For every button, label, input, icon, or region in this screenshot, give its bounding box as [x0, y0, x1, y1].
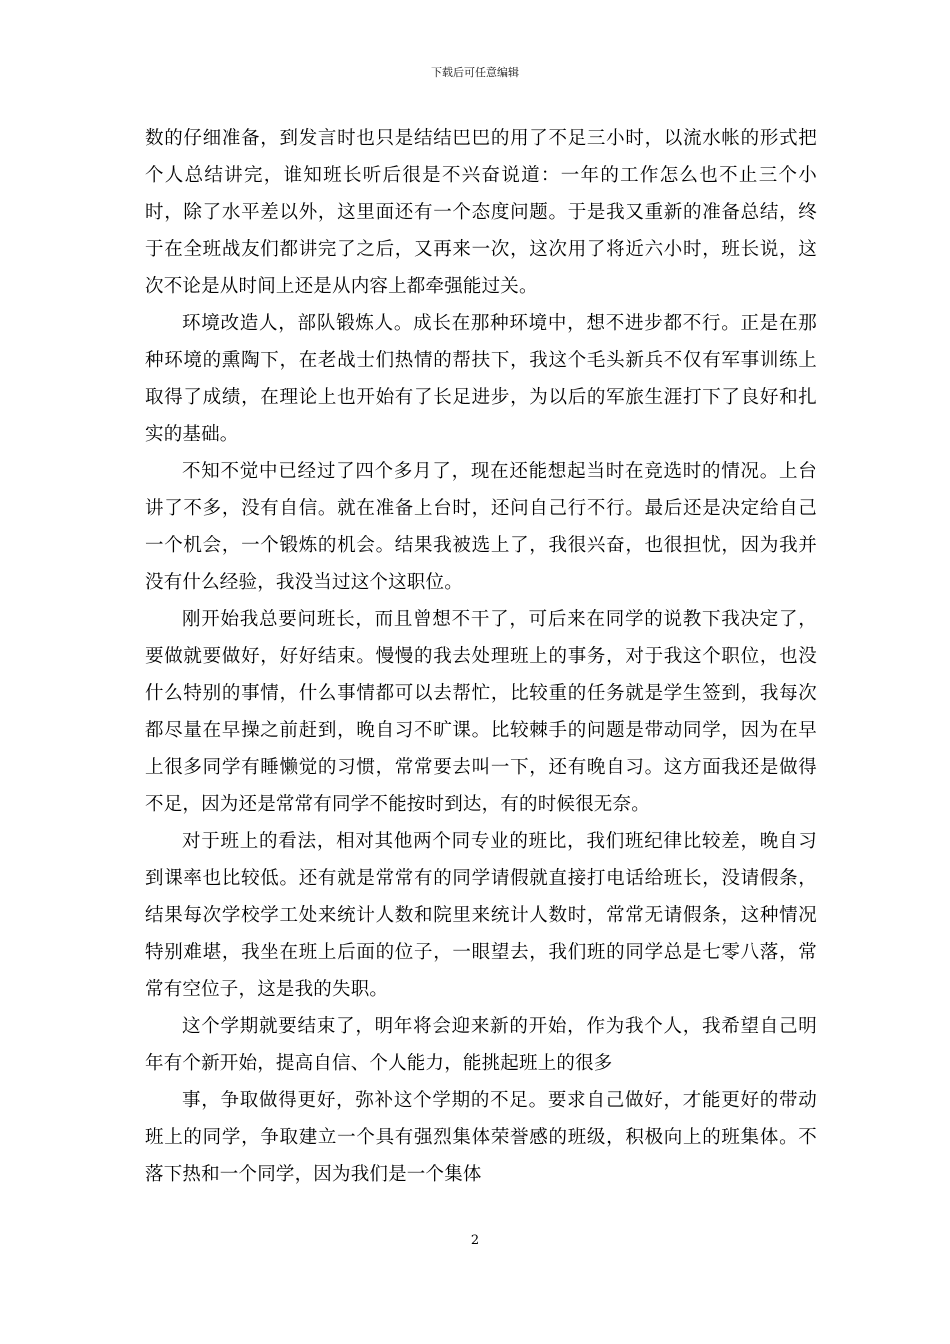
paragraph: 不知不觉中已经过了四个多月了，现在还能想起当时在竞选时的情况。上台讲了不多，没有自信。就在准备上台时，还问自己行不行。最后还是决定给自己一个机会，一个锻炼的机会。结果我被选上了，我很兴奋，也很担忧，因为我并没有什么经验，我没当过这个这职位。	[145, 461, 817, 593]
page-number: 2	[470, 1233, 480, 1248]
paragraph-continuation: 数的仔细准备，到发言时也只是结结巴巴的用了不足三小时，以流水帐的形式把个人总结讲完，谁知班长听后很是不兴奋说道：一年的工作怎么也不止三个小时，除了水平差以外，这里面还有一个态度问题。于是我又重新的准备总结，终于在全班战友们都讲完了之后，又再来一次，这次用了将近六小时，班长说，这次不论是从时间上还是从内容上都牵强能过关。	[145, 128, 817, 297]
paragraph: 环境改造人，部队锻炼人。成长在那种环境中，想不进步都不行。正是在那种环境的熏陶下，在老战士们热情的帮扶下，我这个毛头新兵不仅有军事训练上取得了成绩，在理论上也开始有了长足进步，为以后的军旅生涯打下了良好和扎实的基础。	[145, 313, 817, 445]
paragraph: 刚开始我总要问班长，而且曾想不干了，可后来在同学的说教下我决定了，要做就要做好，好好结束。慢慢的我去处理班上的事务，对于我这个职位，也没什么特别的事情，什么事情都可以去帮忙，比较重的任务就是学生签到，我每次都尽量在早操之前赶到，晚自习不旷课。比较棘手的问题是带动同学，因为在早上很多同学有睡懒觉的习惯，常常要去叫一下，还有晚自习。这方面我还是做得不足，因为还是常常有同学不能按时到达，有的时候很无奈。	[145, 609, 817, 815]
paragraph: 事，争取做得更好，弥补这个学期的不足。要求自己做好，才能更好的带动班上的同学，争取建立一个具有强烈集体荣誉感的班级，积极向上的班集体。不落下热和一个同学，因为我们是一个集体	[145, 1090, 817, 1185]
document-body	[145, 120, 817, 1193]
paragraph: 这个学期就要结束了，明年将会迎来新的开始，作为我个人，我希望自己明年有个新开始，提高自信、个人能力，能挑起班上的很多	[145, 1016, 817, 1074]
page-header: 下载后可任意编辑	[431, 66, 519, 79]
paragraph: 对于班上的看法，相对其他两个同专业的班比，我们班纪律比较差，晚自习到课率也比较低。还有就是常常有的同学请假就直接打电话给班长，没请假条，结果每次学校学工处来统计人数和院里来统计人数时，常常无请假条，这种情况特别难堪，我坐在班上后面的位子，一眼望去，我们班的同学总是七零八落，常常有空位子，这是我的失职。	[145, 831, 817, 1000]
